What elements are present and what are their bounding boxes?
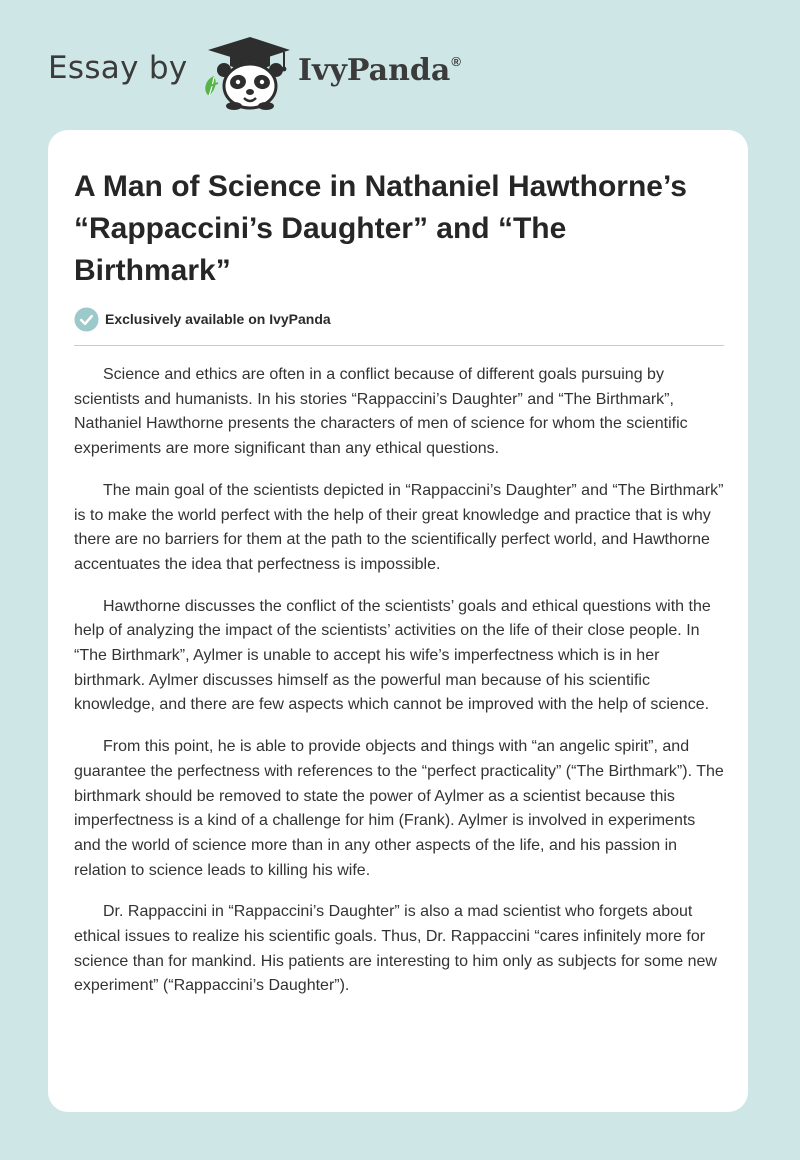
title-divider [74, 345, 724, 346]
registered-mark: ® [451, 54, 461, 69]
essay-paragraph: Hawthorne discusses the conflict of the scientists’ goals and ethical questions with the help of analyzing the impact of the scientists’ activities on the life of their close people. In “The Birthmark”, Aylmer is unable to accept his wife’s imperfectness which is in her birthmark. Aylmer discusses himself as the powerful man because of his scientific knowledge, and there are few aspects which cannot be improved with the help of science. [74, 597, 711, 714]
essay-paragraph: From this point, he is able to provide objects and things with “an angelic spirit”, and guarantee the perfectness with references to the “perfect practicality” (“The Birthmark”). The birthmark should be removed to state the power of Aylmer as a scientist because this imperfectness is a kind of a challenge for him (Frank). Aylmer is involved in experiments and the world of science more than in any other aspects of the life, and his passion in relation to science leads to killing his wife. [74, 738, 724, 879]
brand-name[interactable] [298, 53, 461, 88]
site-header [0, 0, 800, 130]
essay-paragraph: The main goal of the scientists depicted in “Rappaccini’s Daughter” and “The Birthmark” is to make the world perfect with the help of their great knowledge and practice that is why there are no barriers for them at the path to the scientifically perfect world, and Hawthorne accentuates the idea that perfectness is impossible. [74, 481, 724, 573]
panda-logo-icon[interactable] [200, 36, 292, 110]
essay-by-label: Essay by [48, 50, 188, 86]
essay-paragraph: Science and ethics are often in a conflict because of different goals pursuing by scientists and humanists. In his stories “Rappaccini’s Daughter” and “The Birthmark”, Nathaniel Hawthorne presents the characters of men of science for whom the scientific experiments are more significant than any ethical questions. [74, 366, 688, 458]
exclusive-badge-text: Exclusively available on IvyPanda [105, 311, 331, 327]
essay-paragraph: Dr. Rappaccini in “Rappaccini’s Daughter” is also a mad scientist who forgets about ethical issues to realize his scientific goals. Thus, Dr. Rappaccini “cares infinitely more for science than for mankind. His patients are interesting to him only as subjects for some new experiment” (“Rappaccini’s Daughter”). [74, 903, 717, 995]
brand-wordmark: IvyPanda [298, 53, 451, 88]
essay-title: A Man of Science in Nathaniel Hawthorne’s “Rappaccini’s Daughter” and “The Birthmark” [74, 170, 687, 287]
essay-card [48, 130, 748, 1112]
check-circle-icon [74, 307, 99, 332]
essay-body [74, 363, 724, 1016]
exclusive-badge [74, 306, 331, 332]
